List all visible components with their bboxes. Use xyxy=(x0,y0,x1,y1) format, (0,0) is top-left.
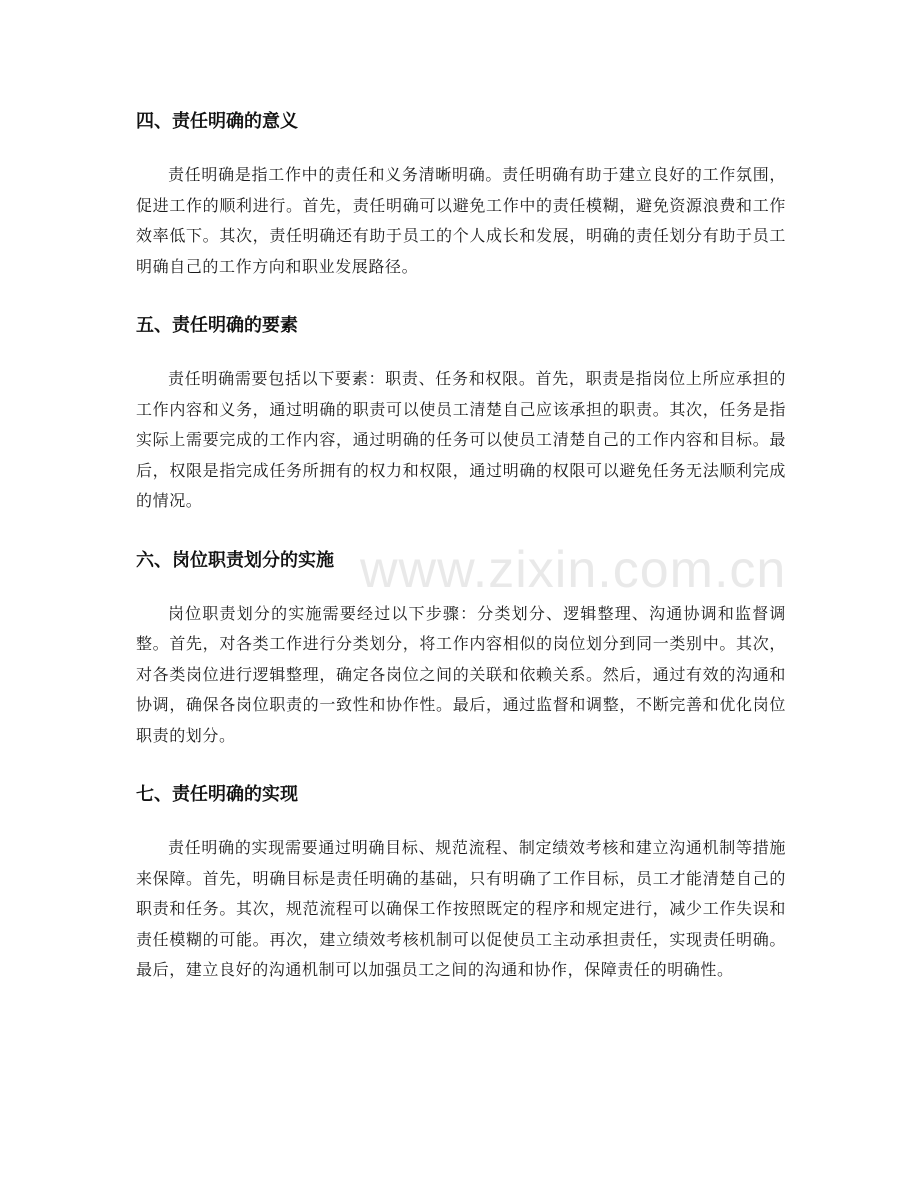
section-realization xyxy=(136,777,786,986)
section-elements xyxy=(136,308,786,517)
document-body xyxy=(136,104,786,1012)
section-paragraph: 责任明确需要包括以下要素：职责、任务和权限。首先，职责是指岗位上所应承担的工作内容和义务，通过明确的职责可以使员工清楚自己应该承担的职责。其次，任务是指实际上需要完成的工作内容，通过明确的任务可以使员工清楚自己的工作内容和目标。最后，权限是指完成任务所拥有的权力和权限，通过明确的权限可以避免任务无法顺利完成的情况。 xyxy=(136,369,786,510)
section-paragraph: 岗位职责划分的实施需要经过以下步骤：分类划分、逻辑整理、沟通协调和监督调整。首先，对各类工作进行分类划分，将工作内容相似的岗位划分到同一类别中。其次，对各类岗位进行逻辑整理，确定各岗位之间的关联和依赖关系。然后，通过有效的沟通和协调，确保各岗位职责的一致性和协作性。最后，通过监督和调整，不断完善和优化岗位职责的划分。 xyxy=(136,603,786,745)
section-significance xyxy=(136,104,786,282)
section-paragraph: 责任明确的实现需要通过明确目标、规范流程、制定绩效考核和建立沟通机制等措施来保障。首先，明确目标是责任明确的基础，只有明确了工作目标，员工才能清楚自己的职责和任务。其次，规范流程可以确保工作按照既定的程序和规定进行，减少工作失误和责任模糊的可能。再次，建立绩效考核机制可以促使员工主动承担责任，实现责任明确。最后，建立良好的沟通机制可以加强员工之间的沟通和协作，保障责任的明确性。 xyxy=(136,838,786,979)
section-paragraph: 责任明确是指工作中的责任和义务清晰明确。责任明确有助于建立良好的工作氛围，促进工作的顺利进行。首先，责任明确可以避免工作中的责任模糊，避免资源浪费和工作效率低下。其次，责任明确还有助于员工的个人成长和发展，明确的责任划分有助于员工明确自己的工作方向和职业发展路径。 xyxy=(136,165,786,276)
section-heading: 五、责任明确的要素 xyxy=(136,315,298,336)
watermark-text: www.zixin.com.cn xyxy=(360,541,787,599)
section-implementation xyxy=(136,543,786,752)
section-heading: 六、岗位职责划分的实施 xyxy=(136,549,334,571)
section-heading: 四、责任明确的意义 xyxy=(136,111,298,132)
section-heading: 七、责任明确的实现 xyxy=(136,784,298,805)
